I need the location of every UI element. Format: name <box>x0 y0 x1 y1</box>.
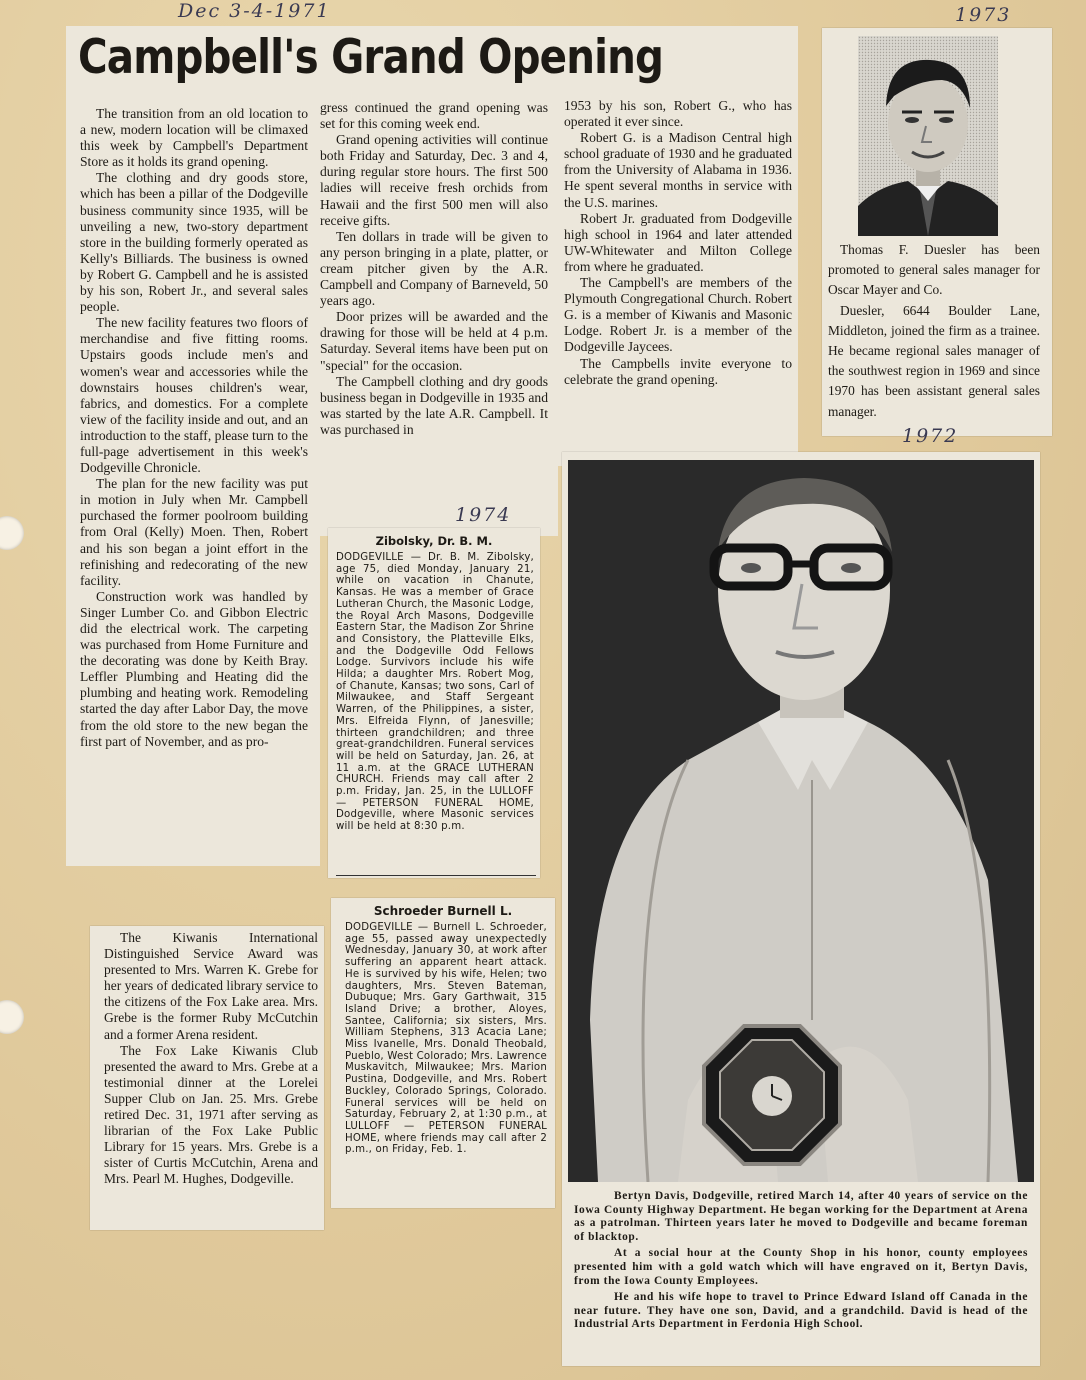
campbell-column-3 <box>564 98 792 388</box>
davis-clipping <box>562 452 1040 1366</box>
zibolsky-obituary <box>328 528 540 878</box>
davis-caption <box>574 1190 1028 1335</box>
campbell-column-2 <box>320 100 548 438</box>
duesler-p1: Thomas F. Duesler has been promoted to general sales manager for Oscar Mayer and Co. <box>828 242 1040 298</box>
campbell-c2-p5: The Campbell clothing and dry goods business began in Dodgeville in 1935 and was started by the late A.R. Campbell. It was purchased in <box>320 373 548 437</box>
campbell-c3-p2: Robert G. is a Madison Central high school graduate of 1930 and he graduated from the University of Alabama in 1936. He spent several months in service with the U.S. marines. <box>564 130 792 210</box>
campbell-c2-p3: Ten dollars in trade will be given to any person bringing in a plate, platter, or cream pitcher given by the A.R. Campbell and Company of Barneveld, 50 years ago. <box>320 228 548 309</box>
zibolsky-rule <box>336 875 536 876</box>
handwritten-year-1973: 1973 <box>955 4 1012 26</box>
duesler-text <box>828 240 1040 422</box>
schroeder-heading: Schroeder Burnell L. <box>373 904 513 918</box>
duesler-p2: Duesler, 6644 Boulder Lane, Middleton, joined the firm as a trainee. He became regional sales manager of the southwest region in 1969 and since 1970 has been assistant general sales manager. <box>828 302 1040 419</box>
zibolsky-body: DODGEVILLE — Dr. B. M. Zibolsky, age 75, died Monday, January 21, while on vacation in Chanute, Kansas. He was a member of Grace Lutheran Church, the Masonic Lodge, the Royal Arch Masons, Dodgeville Eastern Star, the Madison Zor Shrine and Consistory, the Platteville Elks, and the Dodgeville Odd Fellows Lodge. Survivors include his wife Hilda; a daughter Mrs. Robert Mog, of Chanute, Kansas; two sons, Carl of Milwaukee, and Staff Sergeant Warren, of the Philippines, a sister, Mrs. Elfreida Flynn, of Janesville; thirteen grandchildren; and three great-grandchildren. Funeral services will be held on Saturday, Jan. 26, at 11 a.m. at the GRACE LUTHERAN CHURCH. Friends may call after 2 p.m. Friday, Jan. 25, in the LULLOFF — PETERSON FUNERAL HOME, Dodgeville, where Masonic services will be held at 8:30 p.m. <box>336 552 534 833</box>
campbell-c1-p1: The transition from an old location to a new, modern location will be climaxed this week by Campbell's Department Store as it holds its grand opening. <box>80 106 308 170</box>
campbell-c1-p2: The clothing and dry goods store, which has been a pillar of the Dodgeville business community since 1935, will be unveiling a new, two-story department store in the building formerly operated as Kelly's Billiards. The business is owned by Robert G. Campbell and he is assisted by his son, Robert Jr., and several sales people. <box>80 170 308 315</box>
davis-p2: At a social hour at the County Shop in his honor, county employees presented him with a gold watch which will have engraved on it, Bertyn Davis, from the Iowa County Employees. <box>574 1247 1028 1287</box>
davis-photo <box>568 460 1034 1182</box>
campbell-c2-p4: Door prizes will be awarded and the drawing for those will be held at 4 p.m. Saturday. Several items have been put on "special" for the occasion. <box>320 309 548 373</box>
schroeder-obituary <box>331 898 555 1208</box>
handwritten-date: Dec 3-4-1971 <box>178 0 331 22</box>
handwritten-year-1972: 1972 <box>902 425 959 447</box>
campbell-c3-p4: The Campbell's are members of the Plymouth Congregational Church. Robert G. is a member of Kiwanis and Masonic Lodge. Robert Jr. is a member of the Dodgeville Jaycees. <box>564 275 792 355</box>
davis-p1: Bertyn Davis, Dodgeville, retired March 14, after 40 years of service on the Iowa County Highway Department. He began working for the Department at Arena as a patrolman. Thirteen years later he moved to Dodgeville and became foreman of blacktop. <box>574 1190 1028 1243</box>
schroeder-body: DODGEVILLE — Burnell L. Schroeder, age 55, passed away unexpectedly Wednesday, January 30, at work after suffering an apparent heart attack. He is survived by his wife, Helen; two daughters, Mrs. Steven Bateman, Dubuque; Mrs. Gary Garthwait, 315 Island Drive; a brother, Aloyes, Santee, California; six sisters, Mrs. William Stephens, 313 Acacia Lane; Miss Ivanelle, Mrs. Donald Theobald, Pueblo, West Colorado; Mrs. Lawrence Muskavitch, Milwaukee; Mrs. Marion Pustina, Dodgeville, and Mrs. Robert Buckley, Colorado Springs, Colorado. Funeral services will be held on Saturday, February 2, at 1:30 p.m., at LULLOFF — PETERSON FUNERAL HOME, where friends may call after 2 p.m., on Friday, Feb. 1. <box>345 922 547 1156</box>
kiwanis-text <box>104 930 318 1188</box>
campbell-headline: Campbell's Grand Opening <box>78 30 664 85</box>
campbell-c2-p2: Grand opening activities will continue both Friday and Saturday, Dec. 3 and 4, during regular store hours. The first 500 ladies will receive fresh orchids from Hawaii and the first 500 men will also receive gifts. <box>320 132 548 228</box>
campbell-c1-p4: The plan for the new facility was put in motion in July when Mr. Campbell purchased the former poolroom building from Oral (Kelly) Moen. Then, Robert and his son began a joint effort in the refinishing and redecorating of the new facility. <box>80 476 308 588</box>
kiwanis-p2: The Fox Lake Kiwanis Club presented the award to Mrs. Grebe at a testimonial dinner at the Lorelei Supper Club on Jan. 25. Mrs. Grebe retired Dec. 31, 1971 after serving as librarian of the Fox Lake Public Library for 15 years. Mrs. Grebe is a sister of Curtis McCutchin, Arena and Mrs. Pearl M. Hughes, Dodgeville. <box>104 1042 318 1187</box>
campbell-c1-p5: Construction work was handled by Singer Lumber Co. and Gibbon Electric did the electrical work. The carpeting was purchased from Home Furniture and the decorating was done by Keith Bray. Leffler Plumbing and Heating did the plumbing and heating work. Remodeling started the day after Labor Day, the move from the old store to the new began the first part of November, and as pro- <box>80 588 308 749</box>
handwritten-year-1974: 1974 <box>455 504 512 526</box>
campbell-c3-p5: The Campbells invite everyone to celebrate the grand opening. <box>564 355 792 387</box>
campbell-c3-p1: 1953 by his son, Robert G., who has operated it ever since. <box>564 98 792 130</box>
duesler-clipping <box>822 28 1052 436</box>
campbell-c1-p3: The new facility features two floors of merchandise and five fitting rooms. Upstairs goods include men's and women's wear and accessories while the downstairs houses children's wear, fabrics, and domestics. For a complete view of the facility inside and out, and an introduction to the staff, please turn to the full-page advertisement in this week's Dodgeville Chronicle. <box>80 315 308 476</box>
campbell-c3-p3: Robert Jr. graduated from Dodgeville high school in 1964 and later attended UW-Whitewater and Milton College from where he graduated. <box>564 210 792 274</box>
campbell-c2-p1: gress continued the grand opening was set for this coming week end. <box>320 100 548 132</box>
duesler-portrait <box>858 36 998 236</box>
davis-p3: He and his wife hope to travel to Prince Edward Island off Canada in the near future. They have one son, David, and a grandchild. David is head of the Industrial Arts Department in Ferdonia High School. <box>574 1291 1028 1331</box>
kiwanis-p1: The Kiwanis International Distinguished Service Award was presented to Mrs. Warren K. Grebe for her years of dedicated library service to the citizens of the Fox Lake area. Mrs. Grebe is the former Ruby McCutchin and a former Arena resident. <box>104 930 318 1042</box>
zibolsky-heading: Zibolsky, Dr. B. M. <box>375 534 493 548</box>
campbell-column-1 <box>80 106 308 750</box>
kiwanis-article <box>90 926 324 1230</box>
